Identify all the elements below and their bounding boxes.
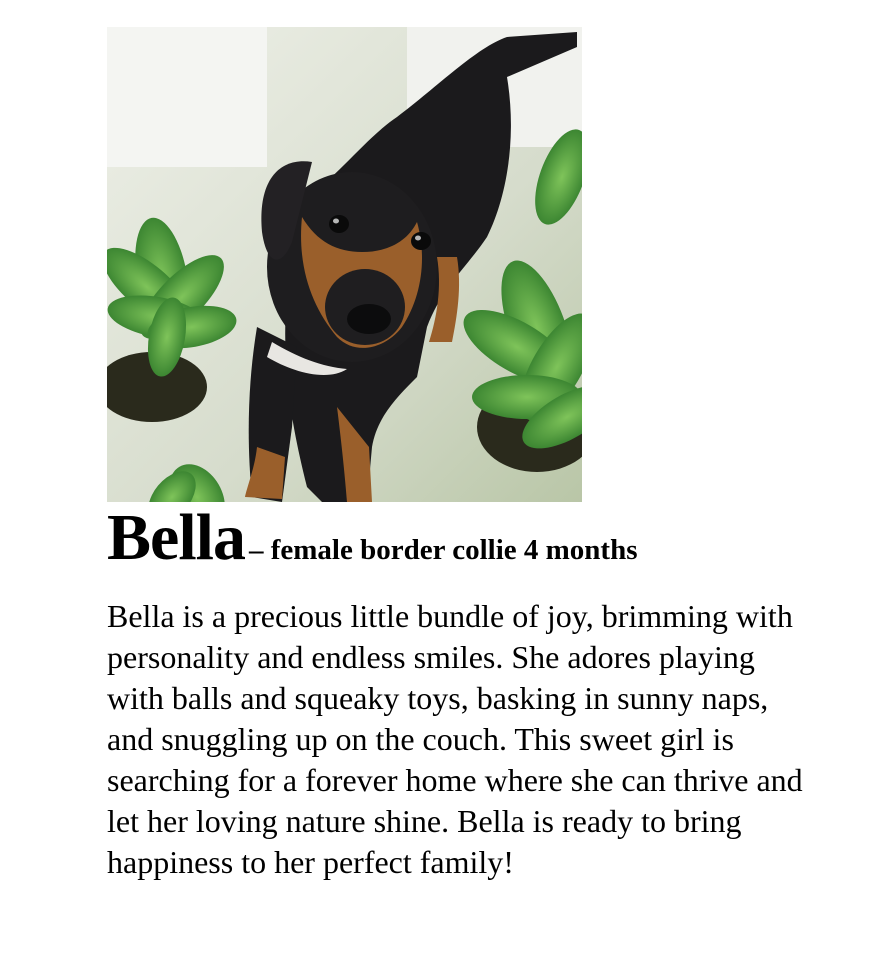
pet-subtitle: – female border collie 4 months (249, 534, 638, 566)
pet-bio: Bella is a precious little bundle of joy, brimming with personality and endless smiles. She adores playing with balls and squeaky toys, basking in sunny naps, and snuggling up on the couch. This sweet girl is searching for a forever home where she can thrive and let her loving nature shine. Bella is ready to bring happiness to her perfect family! (107, 598, 803, 880)
dog-photo (107, 27, 582, 502)
pet-name: Bella (107, 501, 245, 574)
pet-heading (107, 501, 638, 574)
